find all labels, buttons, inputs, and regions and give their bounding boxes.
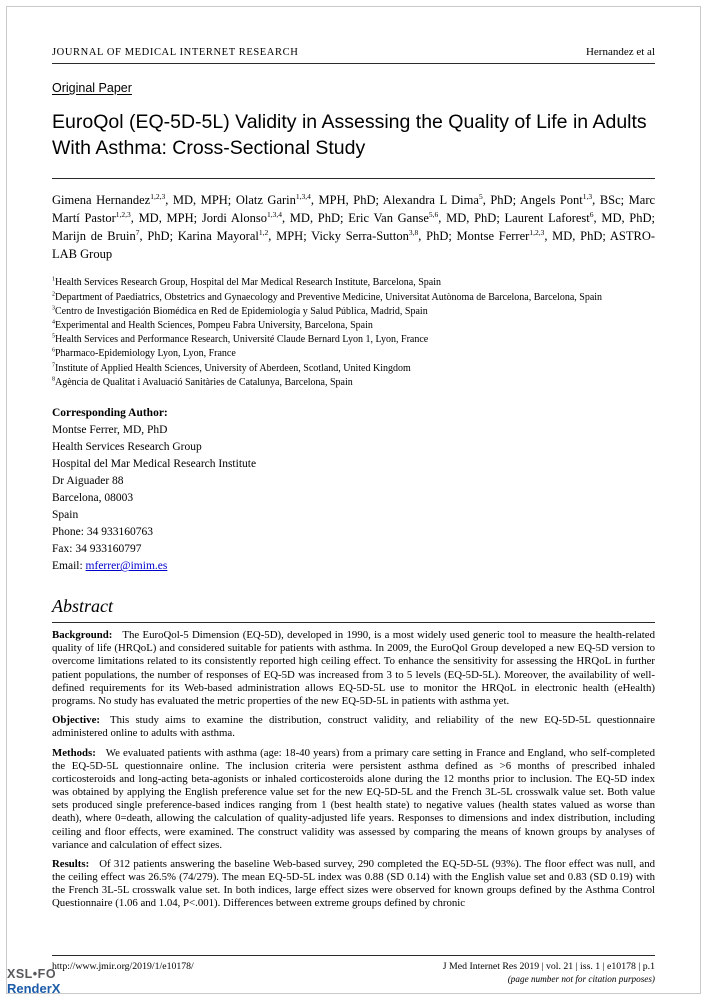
author [52,229,178,243]
affiliation-list [52,276,655,390]
author-name: Gimena Hernandez [52,193,151,208]
page-footer [52,955,655,984]
affiliation-number: 5 [52,333,55,340]
author [520,193,629,207]
abstract-body [52,629,655,910]
journal-name: JOURNAL OF MEDICAL INTERNET RESEARCH [52,47,299,58]
author [52,193,236,207]
corresponding-line: Dr Aiguader 88 [52,475,124,488]
affiliation-text: Department of Paediatrics, Obstetrics and Gynaecology and Preventive Medicine, Universitat Autònoma de Barcelona, Barcelona, Spain [55,291,603,303]
abstract-section [52,714,655,740]
author-name: Vicky Serra-Sutton [311,229,409,244]
author-name: ASTRO-LAB Group [52,229,656,262]
header-divider [52,63,655,64]
author-degrees: , MD, PhD; [281,211,349,226]
section-text: We evaluated patients with asthma (age: 18-40 years) from a primary care setting in France and England, who self-completed the EQ-5D-5L questionnaire online. The inclusion criteria were persistent asthma defined as >6 months of prescribed inhaled corticosteroids and long-acting beta-agonists or inhaled corticosteroids alone during the 12 months prior to inclusion. The EQ-5D index was obtained by applying the English preference value set for the new EQ-5D-5L and the French 3L-5L crosswalk value set. Both value sets produced single preference-based indices ranging from 1 (best health state) to negative values (health states valued as worse than death), where 0=death, allowing the calculation of quality-adjusted life years. Responses to dimensions and index distribution, including ceiling and floor effects, were examined. The construct validity was assessed by comparing the means of known groups by analyses of variance and calculation of effect sizes. [52,746,655,851]
section-label: Background: [52,629,113,642]
author-affiliation-sup: 1,3,4 [266,210,282,220]
author-degrees: , MD, PhD; [438,211,505,226]
corresponding-line: Spain [52,509,79,522]
author-affiliation-sup: 5,6 [428,210,439,220]
corresponding-line: Barcelona, 08003 [52,492,134,505]
abstract-section [52,858,655,911]
affiliation-text: Centro de Investigación Biomédica en Red de Epidemiología y Salud Pública, Madrid, Spain [55,305,428,317]
author-name: Angels Pont [519,193,583,208]
author [178,229,311,243]
affiliation-text: Health Services Research Group, Hospital del Mar Medical Research Institute, Barcelona, Spain [55,277,441,289]
footer-citation-block [443,961,655,984]
author-affiliation-sup: 5 [478,192,483,202]
author-name: Marc Martí Pastor [52,193,656,226]
author-list [52,191,655,263]
author-affiliation-sup: 1,2,3 [529,228,545,238]
author-degrees: , MPH, PhD; [310,193,383,208]
author-name: Laurent Laforest [504,211,590,226]
section-text: This study aims to examine the distribution, construct validity, and reliability of the new EQ-5D-5L questionnaire administered online to adults with asthma. [52,714,655,740]
author-affiliation-sup: 1,2,3 [115,210,131,220]
author [505,211,656,225]
section-label: Methods: [52,746,96,759]
author-affiliation-sup: 3,8 [408,228,419,238]
section-text: The EuroQol-5 Dimension (EQ-5D), developed in 1990, is a most widely used generic tool to measure the health-related quality of life (HRQoL) and considered suitable for patients with asthma. In 2009, the EuroQol Group developed a new EQ-5D version to overcome limitations related to its consistently reported high ceiling effect. To enhance the sensitivity for assessing the HRQoL in further patient populations, the number of responses of EQ-5D was increased from 3 to 5 levels (EQ-5D-5L). Moreover, the availability of well-defined requirements for its Web-based administration allows EQ-5D-5L use to monitor the HRQoL in electronic health (eHealth) programs. No study has evaluated the metric properties of the new EQ-5D-5L in patients with asthma yet. [52,629,655,707]
affiliation-text: Pharmaco-Epidemiology Lyon, Lyon, France [55,348,236,360]
author [202,211,348,225]
author-degrees: , PhD; [139,229,178,244]
author-name: Olatz Garin [235,193,296,208]
running-head [52,46,655,58]
corresponding-author-block [52,405,655,575]
affiliation-number: 8 [52,376,55,383]
author-name: Marijn de Bruin [52,229,136,244]
affiliation-item [52,376,655,390]
author-degrees: , MD, MPH; [165,193,236,208]
author [311,229,456,243]
affiliation-number: 1 [52,277,55,284]
affiliation-number: 7 [52,362,55,369]
author-affiliation-sup: 7 [135,228,140,238]
corresponding-line: Phone: 34 933160763 [52,526,153,539]
author-degrees: , MD, PhD; [593,211,656,226]
xslfo-wordmark: XSL•FO [7,967,57,982]
corresponding-label: Corresponding Author: [52,406,168,419]
author-affiliation-sup: 1,2 [258,228,269,238]
citation-note: (page number not for citation purposes) [507,974,655,984]
author-affiliation-sup: 1,3,4 [295,192,311,202]
author [383,193,520,207]
affiliation-item [52,362,655,376]
affiliation-text: Agència de Qualitat i Avaluació Sanitàries de Catalunya, Barcelona, Spain [55,376,353,388]
page-content [52,46,655,911]
author-name: Montse Ferrer [456,229,530,244]
affiliation-number: 2 [52,291,55,298]
citation-line: J Med Internet Res 2019 | vol. 21 | iss. 1 | e10178 | p.1 [442,961,655,972]
affiliation-item [52,291,655,305]
corresponding-line: Hospital del Mar Medical Research Institute [52,458,257,471]
affiliation-number: 6 [52,348,55,355]
email-link[interactable]: mferrer@imim.es [85,560,168,573]
renderx-logo [7,968,60,996]
corresponding-line: Montse Ferrer, MD, PhD [52,423,168,436]
affiliation-number: 3 [52,305,55,312]
running-authors: Hernandez et al [585,46,655,58]
email-label: Email: [52,560,86,573]
author-name: Alexandra L Dima [382,193,479,208]
affiliation-item [52,305,655,319]
author [236,193,383,207]
renderx-wordmark: RenderX [7,980,61,996]
corresponding-email-line [52,558,655,575]
corresponding-line: Fax: 34 933160797 [52,543,142,556]
article-title: EuroQol (EQ-5D-5L) Validity in Assessing the Quality of Life in Adults With Asthma: Cross-Sectional Study [52,111,647,159]
affiliation-item [52,276,655,290]
abstract-section [52,629,655,708]
author [457,229,610,243]
abstract-divider [52,622,655,623]
section-label: Objective: [52,714,100,727]
author [348,211,504,225]
affiliation-item [52,319,655,333]
paper-type-label: Original Paper [52,81,132,95]
author-name: Karina Mayoral [177,229,259,244]
author-affiliation-sup: 1,2,3 [150,192,166,202]
author-degrees: , MD, MPH; [130,211,202,226]
author-name: Eric Van Ganse [348,211,429,226]
corresponding-lines [52,422,655,558]
affiliation-item [52,347,655,361]
abstract-section [52,747,655,852]
affiliation-number: 4 [52,319,55,326]
corresponding-line: Health Services Research Group [52,441,202,453]
author-degrees: , PhD; [418,229,457,244]
author-degrees: , BSc; [592,193,629,208]
author-name: Jordi Alonso [201,211,267,226]
author-degrees: , PhD; [482,193,520,208]
affiliation-item [52,333,655,347]
section-text: Of 312 patients answering the baseline Web-based survey, 290 completed the EQ-5D-5L (93%). The floor effect was null, and the ceiling effect was 26.5% (74/279). The mean EQ-5D-5L index was 0.88 (SD 0.14) with the English value set and 0.83 (SD 0.19) with the French 3L-5L crosswalk value set. In both indices, large effect sizes were observed for known groups defined by the Asthma Control Questionnaire (1.06 and 1.04, P<.001). Differences between extreme groups defined by chronic [52,857,655,910]
section-label: Results: [52,857,90,870]
affiliation-text: Health Services and Performance Research, Université Claude Bernard Lyon 1, Lyon, France [55,334,429,346]
abstract-heading: Abstract [52,596,113,617]
author-degrees: , MPH; [268,229,312,244]
author-degrees: , MD, PhD; [544,229,610,244]
footer-url: http://www.jmir.org/2019/1/e10178/ [52,961,194,972]
author-affiliation-sup: 6 [589,210,594,220]
affiliation-text: Experimental and Health Sciences, Pompeu Fabra University, Barcelona, Spain [55,320,373,332]
author-affiliation-sup: 1,3 [582,192,593,202]
affiliation-text: Institute of Applied Health Sciences, University of Aberdeen, Scotland, United Kingdom [55,362,411,374]
title-divider [52,178,655,179]
